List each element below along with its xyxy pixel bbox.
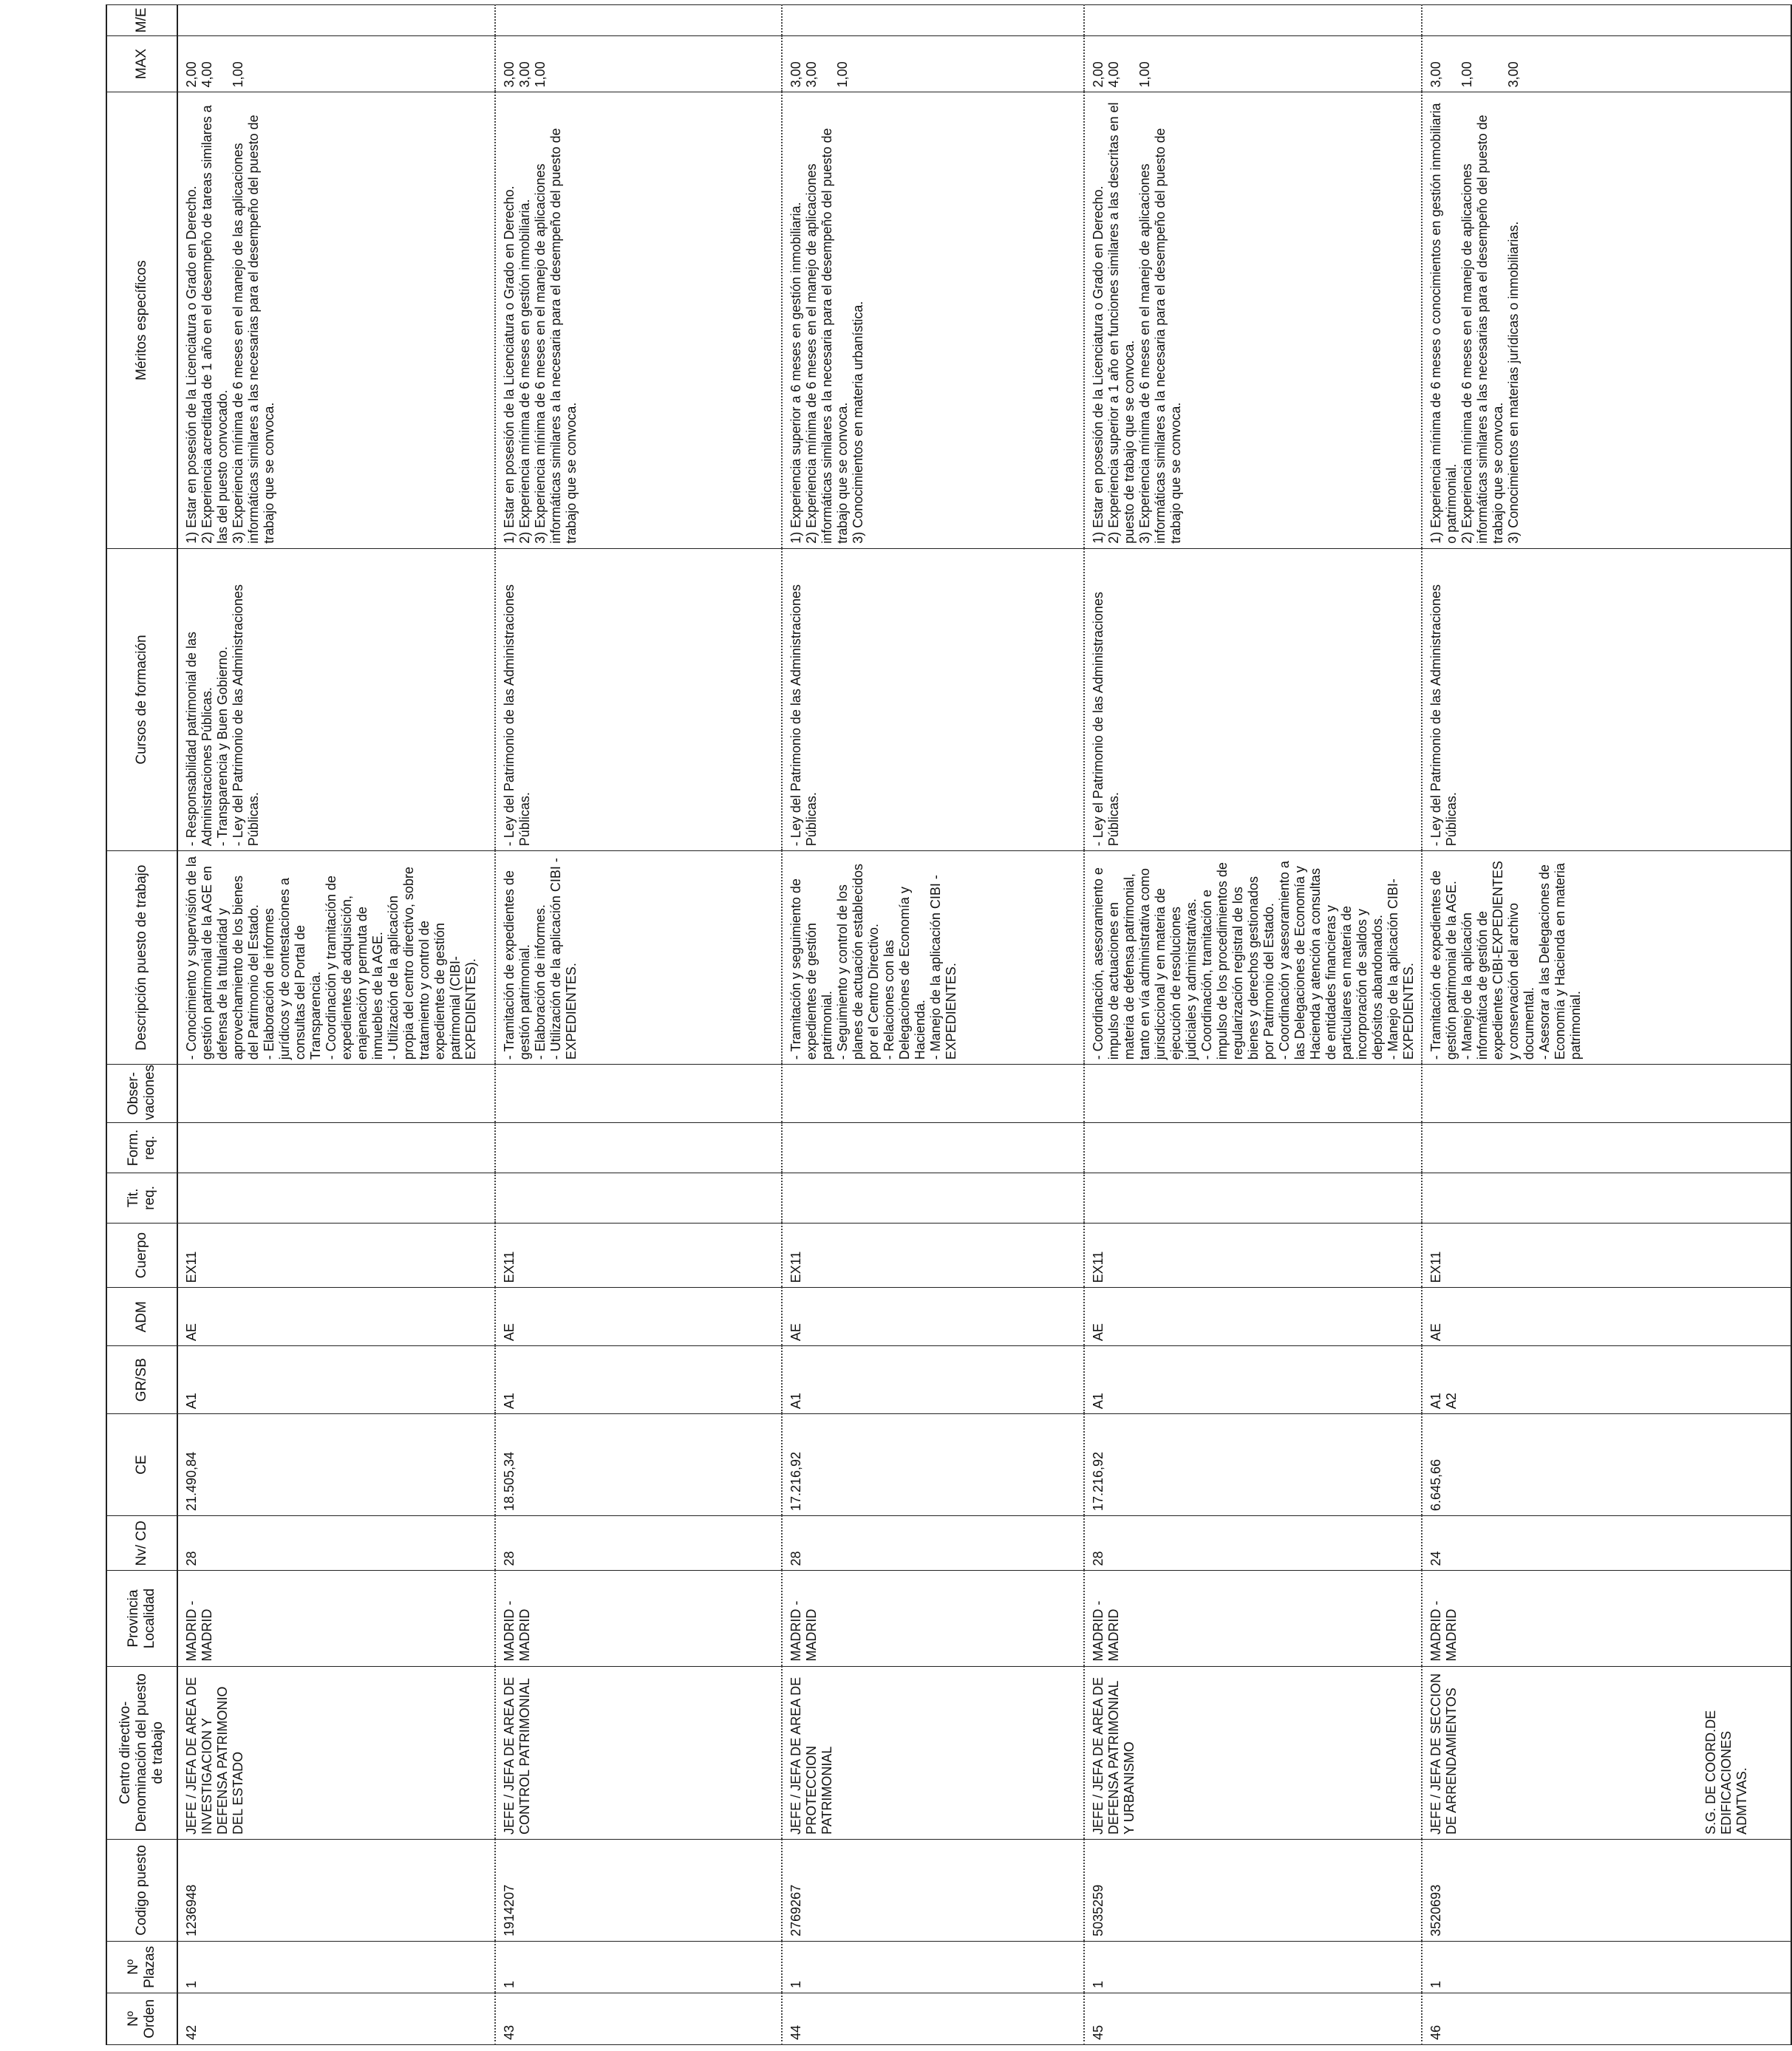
cell-max: 2,00 4,00 1,00	[1084, 35, 1422, 92]
cell-form	[1084, 1123, 1422, 1173]
centro-extra: S.G. DE COORD.DE EDIFICACIONES ADMTVAS.	[1703, 1710, 1749, 1835]
header-cursos: Cursos de formación	[106, 548, 177, 850]
cell-provincia: MADRID - MADRID	[495, 1571, 782, 1666]
cell-orden: 45	[1084, 1993, 1422, 2044]
header-nivel: Nv/ CD	[106, 1516, 177, 1571]
cell-obs	[495, 1065, 782, 1123]
cell-plazas: 1	[1422, 1941, 1791, 1993]
cell-form	[1422, 1123, 1791, 1173]
cell-meritos: 1) Experiencia mínima de 6 meses o conocimientos en gestión inmobiliaria o patrimonial. 2) Experiencia mínima de 6 meses en el manejo de aplicaciones informáticas similares a las necesarias para el desempeño del puesto de trabajo que se convoca. 3) Conocimientos en materias jurídicas o inmobiliarias.	[1422, 92, 1791, 548]
cell-cursos: - Ley del Patrimonio de las Administraciones Públicas.	[782, 548, 1084, 850]
cell-adm: AE	[1084, 1288, 1422, 1346]
table-row	[782, 5, 1084, 2045]
cell-plazas: 1	[495, 1941, 782, 1993]
cell-descripcion: - Tramitación de expedientes de gestión patrimonial. - Elaboración de informes. - Utilización de la aplicación CIBI - EXPEDIENTES.	[495, 851, 782, 1065]
cell-provincia: MADRID - MADRID	[782, 1571, 1084, 1666]
cell-form	[495, 1123, 782, 1173]
centro-text: JEFE / JEFA DE AREA DE CONTROL PATRIMONIAL	[502, 1676, 532, 1835]
header-obs: Obser- vaciones	[106, 1065, 177, 1123]
cell-tit	[782, 1173, 1084, 1223]
centro-text: JEFE / JEFA DE AREA DE DEFENSA PATRIMONIAL Y URBANISMO	[1091, 1676, 1137, 1835]
cell-codigo: 1914207	[495, 1839, 782, 1941]
cell-meritos: 1) Estar en posesión de la Licenciatura o Grado en Derecho. 2) Experiencia mínima de 6 meses en gestión inmobiliaria. 3) Experiencia mínima de 6 meses en el manejo de aplicaciones informáticas similares a la necesaria para el desempeño del puesto de trabajo que se convoca.	[495, 92, 782, 548]
header-grupo: GR/SB	[106, 1346, 177, 1414]
cell-centro	[1422, 1666, 1791, 1839]
cell-adm: AE	[495, 1288, 782, 1346]
cell-descripcion: - Tramitación de expedientes de gestión patrimonial de la AGE. - Manejo de la aplicación informática de gestión de expedientes CIBI-EXPEDIENTES y conservación del archivo documental. - Asesorar a las Delegaciones de Economía y Hacienda en materia patrimonial.	[1422, 851, 1791, 1065]
cell-plazas: 1	[1084, 1941, 1422, 1993]
cell-ce: 17.216,92	[1084, 1414, 1422, 1516]
cell-me	[177, 5, 495, 36]
cell-grupo: A1 A2	[1422, 1346, 1791, 1414]
cell-obs	[1084, 1065, 1422, 1123]
cell-max: 3,00 3,00 1,00	[495, 35, 782, 92]
cell-nivel: 28	[177, 1516, 495, 1571]
cell-cuerpo: EX11	[1084, 1223, 1422, 1288]
cell-cuerpo: EX11	[177, 1223, 495, 1288]
header-cuerpo: Cuerpo	[106, 1223, 177, 1288]
cell-centro	[495, 1666, 782, 1839]
cell-max: 3,00 1,00 3,00	[1422, 35, 1791, 92]
cell-cuerpo: EX11	[495, 1223, 782, 1288]
cell-cursos: - Ley del Patrimonio de las Administraciones Públicas.	[1422, 548, 1791, 850]
cell-cuerpo: EX11	[1422, 1223, 1791, 1288]
cell-cursos: - Responsabilidad patrimonial de las Administraciones Públicas. - Transparencia y Buen Gobierno. - Ley del Patrimonio de las Administraciones Públicas.	[177, 548, 495, 850]
cell-plazas: 1	[177, 1941, 495, 1993]
cell-nivel: 24	[1422, 1516, 1791, 1571]
cell-descripcion: - Coordinación, asesoramiento e impulso de actuaciones en materia de defensa patrimonial, tanto en vía administrativa como jurisdiccional y en materia de ejecución de resoluciones judiciales y administrativas. - Coordinación, tramitación e impulso de los procedimientos de regularización registral de los bienes y derechos gestionados por Patrimonio del Estado. - Coordinación y asesoramiento a las Delegaciones de Economía y Hacienda y atención a consultas de entidades financieras y particulares en materia de incorporación de saldos y depósitos abandonados. - Manejo de la aplicación CIBI-EXPEDIENTES.	[1084, 851, 1422, 1065]
cell-codigo: 1236948	[177, 1839, 495, 1941]
table-row	[1084, 5, 1422, 2045]
cell-cursos: - Ley el Patrimonio de las Administraciones Públicas.	[1084, 548, 1422, 850]
header-meritos: Méritos específicos	[106, 92, 177, 548]
cell-adm: AE	[782, 1288, 1084, 1346]
centro-text: JEFE / JEFA DE AREA DE PROTECCION PATRIMONIAL	[788, 1676, 834, 1835]
centro-text: JEFE / JEFA DE AREA DE INVESTIGACION Y DEFENSA PATRIMONIO DEL ESTADO	[184, 1676, 245, 1835]
cell-codigo: 2769267	[782, 1839, 1084, 1941]
cell-provincia: MADRID - MADRID	[1084, 1571, 1422, 1666]
cell-grupo: A1	[177, 1346, 495, 1414]
cell-obs	[1422, 1065, 1791, 1123]
cell-obs	[782, 1065, 1084, 1123]
cell-tit	[495, 1173, 782, 1223]
cell-tit	[1422, 1173, 1791, 1223]
table-row	[177, 5, 495, 2045]
cell-adm: AE	[1422, 1288, 1791, 1346]
job-positions-table	[106, 4, 1792, 2045]
cell-cuerpo: EX11	[782, 1223, 1084, 1288]
header-centro: Centro directivo- Denominación del puesto de trabajo	[106, 1666, 177, 1839]
cell-tit	[177, 1173, 495, 1223]
cell-obs	[177, 1065, 495, 1123]
centro-text: JEFE / JEFA DE SECCION DE ARRENDAMIENTOS	[1428, 1673, 1459, 1835]
cell-orden: 42	[177, 1993, 495, 2044]
cell-descripcion: - Conocimiento y supervisión de la gestión patrimonial de la AGE en defensa de la titularidad y aprovechamiento de los bienes del Patrimonio del Estado. - Elaboración de informes jurídicos y de contestaciones a consultas del Portal de Transparencia. - Coordinación y tramitación de expedientes de adquisición, enajenación y permuta de inmuebles de la AGE. - Utilización de la aplicación propia del centro directivo, sobre tratamiento y control de expedientes de gestión patrimonial (CIBI-EXPEDIENTES).	[177, 851, 495, 1065]
header-orden: Nº Orden	[106, 1993, 177, 2044]
header-plazas: Nº Plazas	[106, 1941, 177, 1993]
cell-centro	[177, 1666, 495, 1839]
cell-centro	[782, 1666, 1084, 1839]
header-form: Form. req.	[106, 1123, 177, 1173]
header-row	[106, 5, 177, 2045]
cell-max: 3,00 3,00 1,00	[782, 35, 1084, 92]
header-tit: Tit. req.	[106, 1173, 177, 1223]
cell-me	[782, 5, 1084, 36]
cell-adm: AE	[177, 1288, 495, 1346]
cell-form	[177, 1123, 495, 1173]
header-descripcion: Descripción puesto de trabajo	[106, 851, 177, 1065]
header-adm: ADM	[106, 1288, 177, 1346]
cell-nivel: 28	[782, 1516, 1084, 1571]
cell-meritos: 1) Estar en posesión de la Licenciatura o Grado en Derecho. 2) Experiencia superior a 1 año en funciones similares a las descritas en el puesto de trabajo que se convoca. 3) Experiencia mínima de 6 meses en el manejo de aplicaciones informáticas similares a la necesaria para el desempeño del puesto de trabajo que se convoca.	[1084, 92, 1422, 548]
table-row	[495, 5, 782, 2045]
cell-max: 2,00 4,00 1,00	[177, 35, 495, 92]
cell-orden: 43	[495, 1993, 782, 2044]
header-provincia: Provincia Localidad	[106, 1571, 177, 1666]
cell-cursos: - Ley del Patrimonio de las Administraciones Públicas.	[495, 548, 782, 850]
cell-meritos: 1) Estar en posesión de la Licenciatura o Grado en Derecho. 2) Experiencia acreditada de 1 año en el desempeño de tareas similares a las del puesto convocado. 3) Experiencia mínima de 6 meses en el manejo de las aplicaciones informáticas similares a las necesarias para el desempeño del puesto de trabajo que se convoca.	[177, 92, 495, 548]
cell-plazas: 1	[782, 1941, 1084, 1993]
cell-meritos: 1) Experiencia superior a 6 meses en gestión inmobiliaria. 2) Experiencia mínima de 6 meses en el manejo de aplicaciones informáticas similares a la necesaria para el desempeño del puesto de trabajo que se convoca. 3) Conocimientos en materia urbanística.	[782, 92, 1084, 548]
cell-me	[495, 5, 782, 36]
table-row	[1422, 5, 1791, 2045]
cell-tit	[1084, 1173, 1422, 1223]
cell-ce: 21.490,84	[177, 1414, 495, 1516]
header-ce: CE	[106, 1414, 177, 1516]
cell-centro	[1084, 1666, 1422, 1839]
cell-nivel: 28	[495, 1516, 782, 1571]
header-codigo: Codigo puesto	[106, 1839, 177, 1941]
cell-ce: 18.505,34	[495, 1414, 782, 1516]
cell-orden: 46	[1422, 1993, 1791, 2044]
cell-provincia: MADRID - MADRID	[177, 1571, 495, 1666]
cell-nivel: 28	[1084, 1516, 1422, 1571]
cell-codigo: 3520693	[1422, 1839, 1791, 1941]
cell-grupo: A1	[782, 1346, 1084, 1414]
cell-ce: 17.216,92	[782, 1414, 1084, 1516]
cell-codigo: 5035259	[1084, 1839, 1422, 1941]
cell-provincia: MADRID - MADRID	[1422, 1571, 1791, 1666]
cell-me	[1084, 5, 1422, 36]
cell-ce: 6.645,66	[1422, 1414, 1791, 1516]
cell-grupo: A1	[495, 1346, 782, 1414]
cell-form	[782, 1123, 1084, 1173]
cell-grupo: A1	[1084, 1346, 1422, 1414]
cell-descripcion: - Tramitación y seguimiento de expedientes de gestión patrimonial. - Seguimiento y control de los planes de actuación establecidos por el Centro Directivo. - Relaciones con las Delegaciones de Economía y Hacienda. - Manejo de la aplicación CIBI - EXPEDIENTES.	[782, 851, 1084, 1065]
cell-orden: 44	[782, 1993, 1084, 2044]
header-me: M/E	[106, 5, 177, 36]
cell-me	[1422, 5, 1791, 36]
header-max: MAX	[106, 35, 177, 92]
